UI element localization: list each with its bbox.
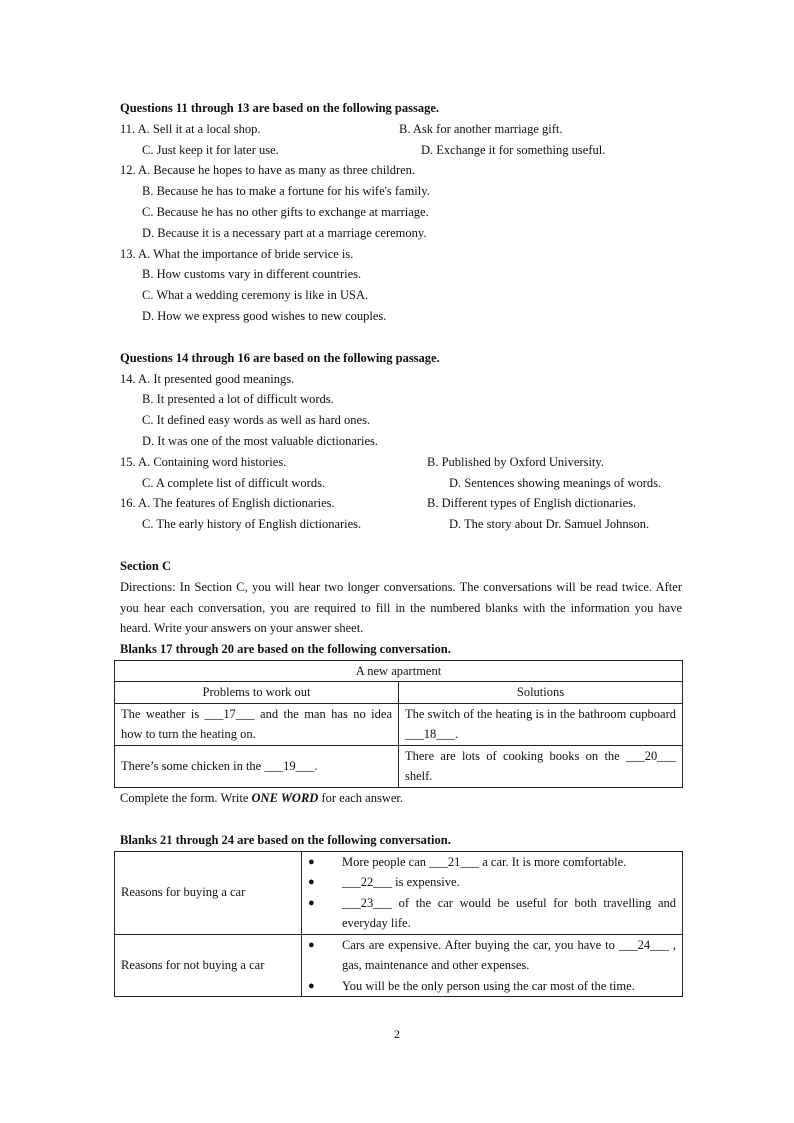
q13-option-c: C. What a wedding ceremony is like in USA. <box>142 288 369 303</box>
heading-blanks-21-24: Blanks 21 through 24 are based on the following conversation. <box>120 832 451 847</box>
buying-car-reasons <box>302 851 683 934</box>
list-item: ● ___23___ of the car would be useful for both travelling and everyday life. <box>308 893 676 934</box>
not-buying-car-reasons <box>302 934 683 997</box>
q16-option-b: B. Different types of English dictionaries. <box>427 496 637 511</box>
question-11-row-2 <box>120 140 682 161</box>
q14-option-a: 14. A. It presented good meanings. <box>120 371 295 386</box>
q15-option-a: 15. A. Containing word histories. <box>120 454 287 469</box>
list-item: ● You will be the only person using the car most of the time. <box>308 976 676 997</box>
q11-option-d: D. Exchange it for something useful. <box>421 142 606 157</box>
q12-option-d: D. Because it is a necessary part at a marriage ceremony. <box>142 225 427 240</box>
q13-option-a: 13. A. What the importance of bride service is. <box>120 246 354 261</box>
q15-option-d: D. Sentences showing meanings of words. <box>449 475 662 490</box>
q16-option-d: D. The story about Dr. Samuel Johnson. <box>449 517 650 532</box>
bullet-icon: ● <box>308 979 315 992</box>
question-15-row-1 <box>120 452 682 473</box>
problems-header: Problems to work out <box>115 682 399 704</box>
solution-cell-2: There are lots of cooking books on the ___20___ shelf. <box>399 745 683 787</box>
q13-option-d: D. How we express good wishes to new couples. <box>142 308 387 323</box>
question-11-row-1 <box>120 119 682 140</box>
q13-option-b: B. How customs vary in different countries. <box>142 267 362 282</box>
q12-option-b: B. Because he has to make a fortune for his wife's family. <box>142 184 430 199</box>
q14-option-c: C. It defined easy words as well as hard ones. <box>142 413 371 428</box>
question-16-row-1 <box>120 493 682 514</box>
list-item: ● ___22___ is expensive. <box>308 872 676 893</box>
section-c-title: Section C <box>120 558 172 573</box>
problem-cell-1: The weather is ___17___ and the man has no idea how to turn the heating on. <box>115 703 399 745</box>
bullet-icon: ● <box>308 876 315 889</box>
q15-option-b: B. Published by Oxford University. <box>427 454 604 469</box>
q14-option-d: D. It was one of the most valuable dictionaries. <box>142 433 379 448</box>
q11-option-a: 11. A. Sell it at a local shop. <box>120 121 261 136</box>
heading-blanks-17-20: Blanks 17 through 20 are based on the following conversation. <box>120 642 451 657</box>
q11-option-c: C. Just keep it for later use. <box>142 142 279 157</box>
q12-option-a: 12. A. Because he hopes to have as many as three children. <box>120 163 416 178</box>
solution-cell-1: The switch of the heating is in the bathroom cupboard ___18___. <box>399 703 683 745</box>
page-number: 2 <box>394 1027 400 1041</box>
bullet-icon: ● <box>308 938 315 951</box>
q15-option-c: C. A complete list of difficult words. <box>142 475 326 490</box>
exam-page <box>120 98 682 997</box>
form-instruction: Complete the form. Write ONE WORD for each answer. <box>120 790 404 805</box>
buying-car-label: Reasons for buying a car <box>115 851 302 934</box>
one-word-emphasis: ONE WORD <box>251 790 319 805</box>
apartment-table-title: A new apartment <box>115 660 683 682</box>
bullet-icon: ● <box>308 896 315 909</box>
solutions-header: Solutions <box>399 682 683 704</box>
section-c-directions: Directions: In Section C, you will hear two longer conversations. The conversations will be read twice. After you hear each conversation, you are required to fill in the numbered blanks with the information you have heard. Write your answers on your answer sheet. <box>120 579 682 636</box>
not-buying-car-label: Reasons for not buying a car <box>115 934 302 997</box>
heading-questions-14-16: Questions 14 through 16 are based on the following passage. <box>120 350 440 365</box>
q11-option-b: B. Ask for another marriage gift. <box>399 121 563 136</box>
list-item: ● More people can ___21___ a car. It is more comfortable. <box>308 852 676 873</box>
q14-option-b: B. It presented a lot of difficult words. <box>142 392 334 407</box>
list-item: ● Cars are expensive. After buying the car, you have to ___24___ , gas, maintenance and other expenses. <box>308 935 676 976</box>
q16-option-c: C. The early history of English dictionaries. <box>142 517 362 532</box>
question-15-row-2 <box>120 473 682 494</box>
car-reasons-table <box>114 851 683 998</box>
bullet-icon: ● <box>308 855 315 868</box>
heading-questions-11-13: Questions 11 through 13 are based on the following passage. <box>120 101 440 115</box>
apartment-table <box>114 660 683 788</box>
problem-cell-2: There’s some chicken in the ___19___. <box>115 745 399 787</box>
q12-option-c: C. Because he has no other gifts to exchange at marriage. <box>142 204 429 219</box>
q16-option-a: 16. A. The features of English dictionaries. <box>120 496 335 511</box>
question-16-row-2 <box>120 514 682 535</box>
